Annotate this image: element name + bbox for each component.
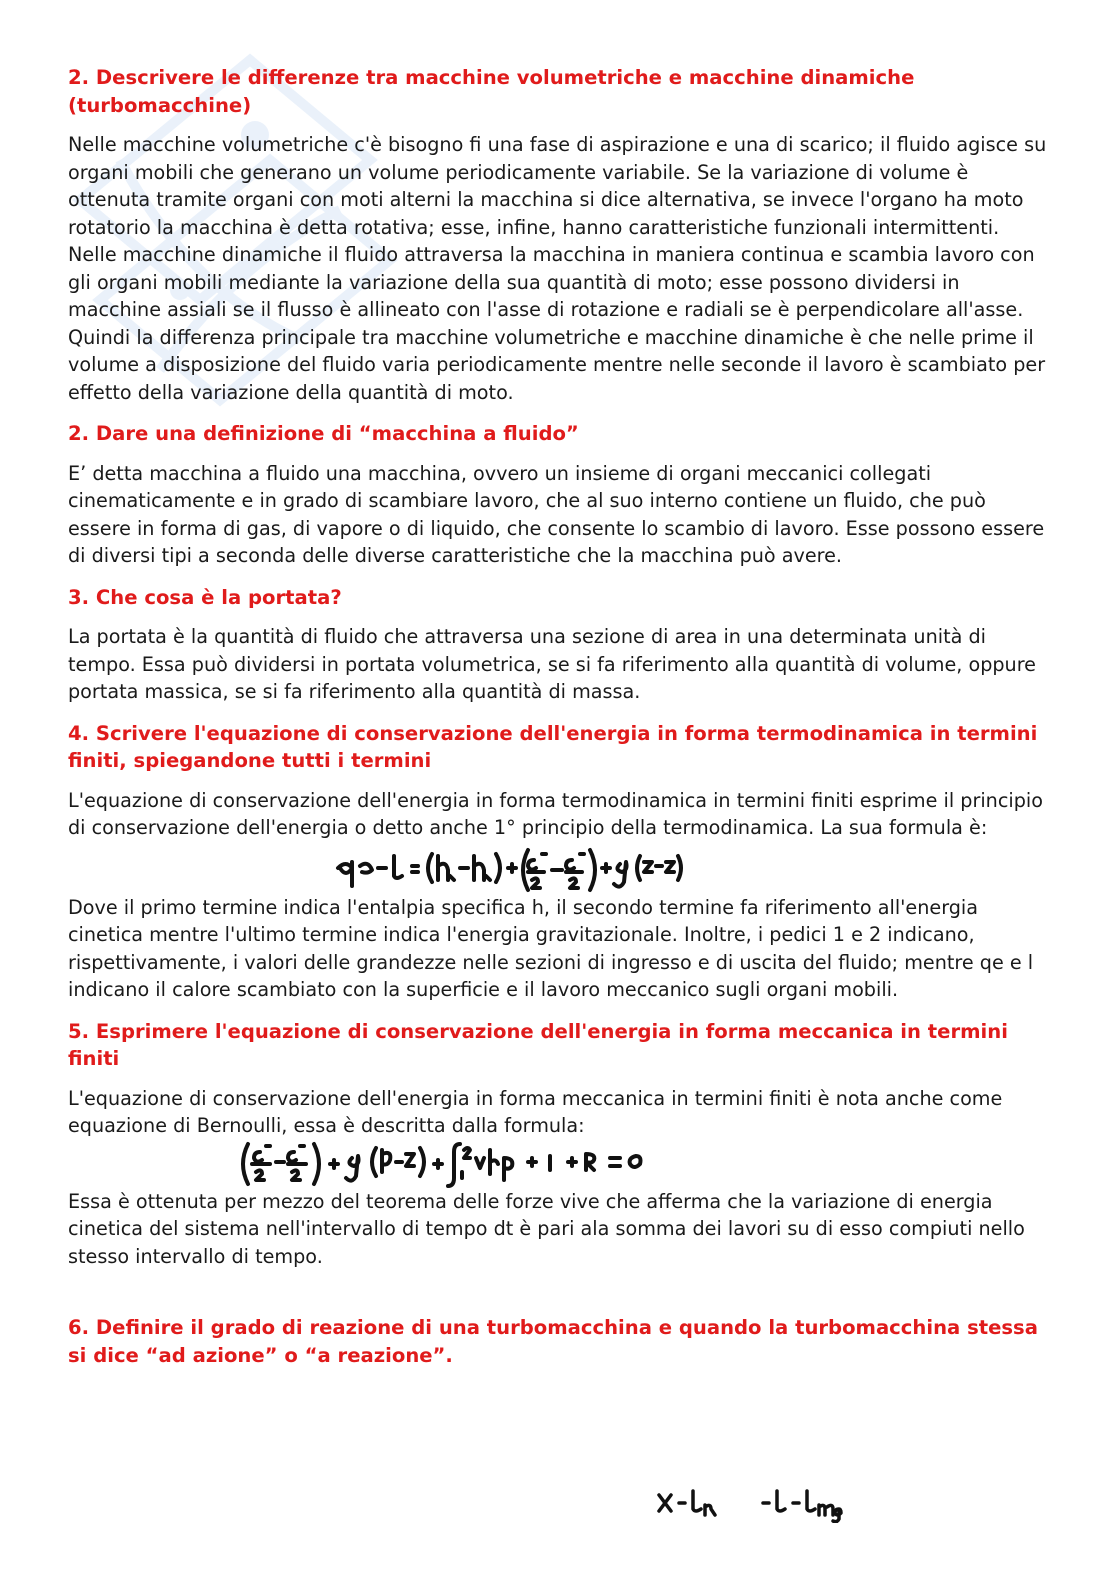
handwritten-note bbox=[655, 1487, 885, 1523]
answer-paragraph: E’ detta macchina a fluido una macchina, ovvero un insieme di organi meccanici collegati cinematicamente e in grado di scambiare lavoro, che al suo interno contiene un fluido, che può essere in forma di gas, di vapore o di liquido, che consente lo scambio di lavoro. Esse possono essere di diversi tipi a seconda delle diverse caratteristiche che la macchina può avere. bbox=[68, 461, 1045, 567]
question-title: 3. Che cosa è la portata? bbox=[68, 585, 342, 609]
answer-paragraph: Quindi la differenza principale tra macchine volumetriche e macchine dinamiche è che nelle prime il volume a disposizione del fluido varia periodicamente mentre nelle seconde il lavoro è scambiato per effetto della variazione della quantità di moto. bbox=[68, 325, 1046, 404]
answer-paragraph: La portata è la quantità di fluido che attraversa una sezione di area in una determinata unità di tempo. Essa può dividersi in portata volumetrica, se si fa riferimento alla quantità di volume, oppure portata massica, se si fa riferimento alla quantità di massa. bbox=[68, 625, 1036, 703]
document-page bbox=[68, 64, 1048, 1381]
question-title: 5. Esprimere l'equazione di conservazione dell'energia in forma meccanica in termini finiti bbox=[68, 1019, 1008, 1070]
answer-paragraph: L'equazione di conservazione dell'energia in forma meccanica in termini finiti è nota anche come equazione di Bernoulli, essa è descritta dalla formula: bbox=[68, 1086, 1003, 1137]
answer-paragraph: Dove il primo termine indica l'entalpia specifica h, il secondo termine fa riferimento all'energia cinetica mentre l'ultimo termine indica l'energia gravitazionale. Inoltre, i pedici 1 e 2 indicano, rispettivamente, i valori delle grandezze nelle sezioni di ingresso e di uscita del fluido; mentre qe e l indicano il calore scambiato con la superficie e il lavoro meccanico sugli organi mobili. bbox=[68, 895, 1034, 1001]
spacer bbox=[68, 1284, 1048, 1314]
question-title: 4. Scrivere l'equazione di conservazione dell'energia in forma termodinamica in termini finiti, spiegandone tutti i termini bbox=[68, 721, 1038, 772]
answer-paragraph: Nelle macchine volumetriche c'è bisogno fi una fase di aspirazione e una di scarico; il fluido agisce su organi mobili che generano un volume periodicamente variabile. Se la variazione di volume è ottenuta tramite organi con moti alterni la macchina si dice alternativa, se invece l'organo ha moto rotatorio la macchina è detta rotativa; esse, infine, hanno caratteristiche funzionali intermittenti. Nelle macchine dinamiche il fluido attraversa la macchina in maniera continua e scambia lavoro con gli organi mobili mediante la variazione della sua quantità di moto; esse possono dividersi in macchine assiali se il flusso è allineato con l'asse di rotazione e radiali se è perpendicolare all'asse. bbox=[68, 133, 1047, 321]
answer-paragraph: Essa è ottenuta per mezzo del teorema delle forze vive che afferma che la variazione di energia cinetica del sistema nell'intervallo di tempo dt è pari ala somma dei lavori su di esso compiuti nello stesso intervallo di tempo. bbox=[68, 1189, 1025, 1268]
question-title: 2. Descrivere le differenze tra macchine volumetriche e macchine dinamiche (turbomacchine) bbox=[68, 66, 915, 117]
question-title: 2. Dare una definizione di “macchina a fluido” bbox=[68, 422, 579, 445]
handwritten-bernoulli-formula bbox=[68, 1140, 1048, 1188]
answer-paragraph: L'equazione di conservazione dell'energia in forma termodinamica in termini finiti esprime il principio di conservazione dell'energia o detto anche 1° principio della termodinamica. La sua formula è: bbox=[68, 788, 1043, 839]
handwritten-thermodynamic-formula bbox=[68, 846, 1048, 894]
question-title: 6. Definire il grado di reazione di una turbomacchina e quando la turbomacchina stessa si dice “ad azione” o “a reazione”. bbox=[68, 1316, 1038, 1367]
